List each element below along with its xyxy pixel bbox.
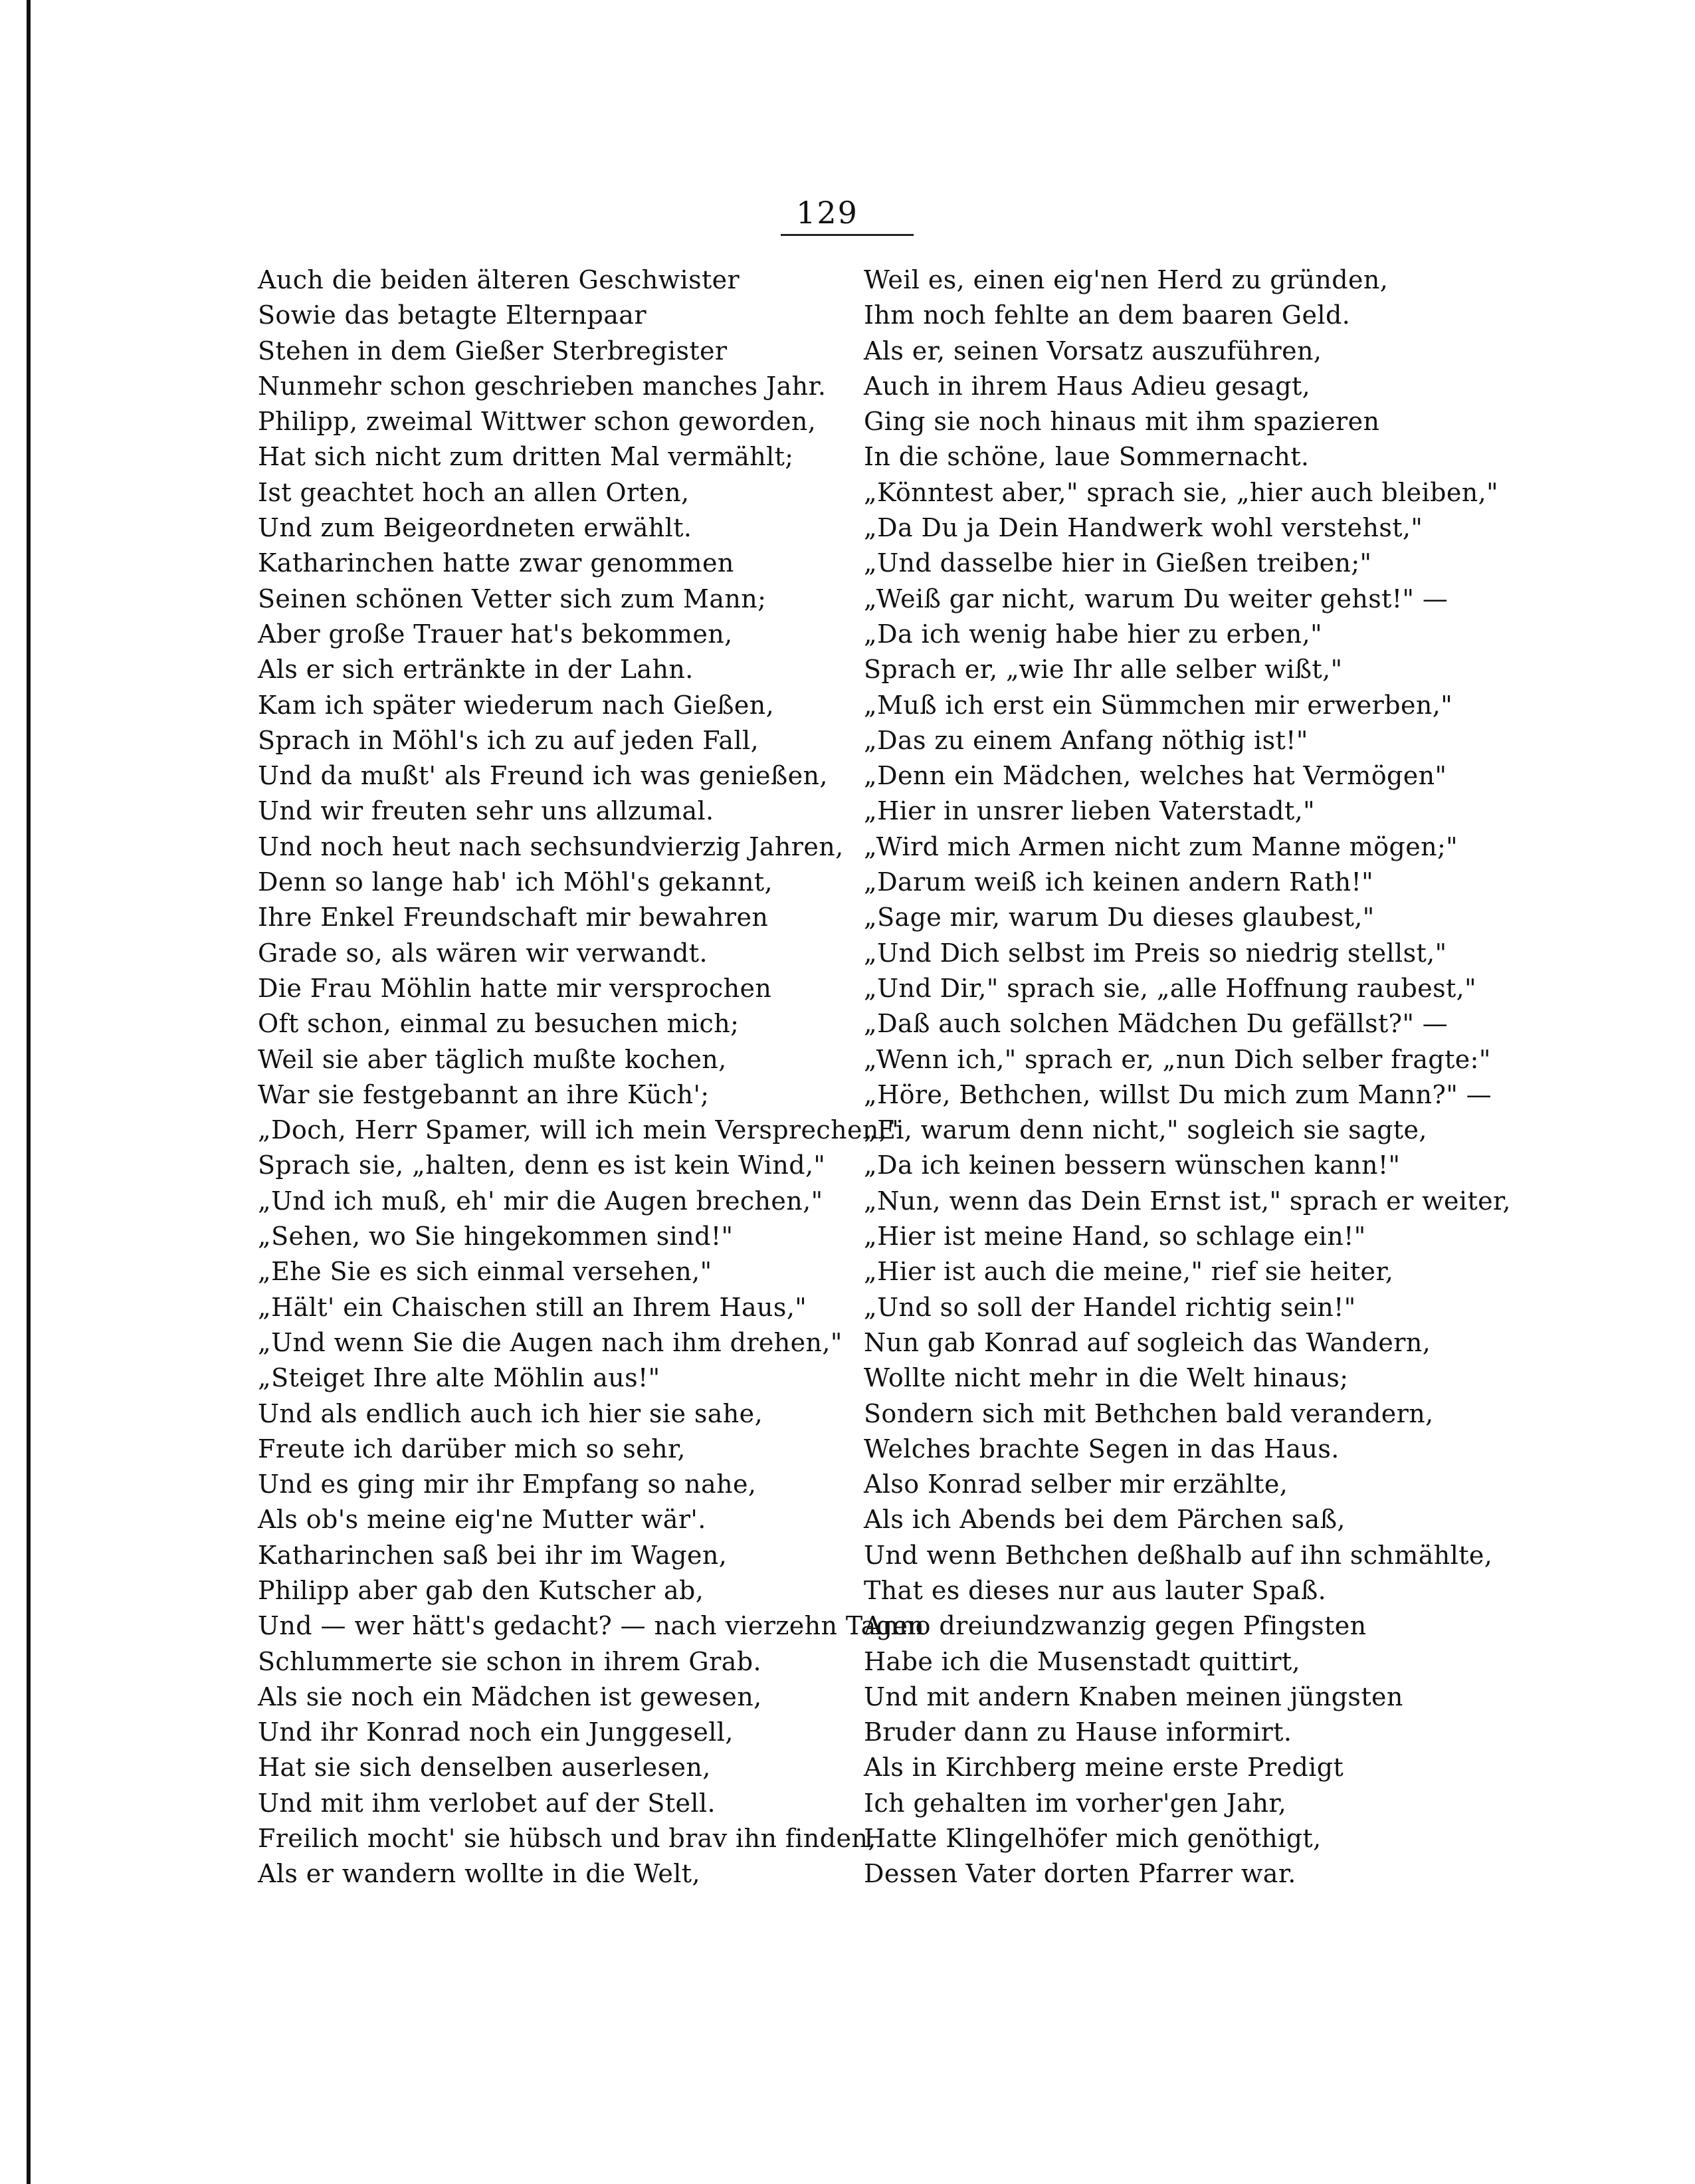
verse-line: That es dieses nur aus lauter Spaß. (864, 1575, 1327, 1605)
verse-line: Schlummerte sie schon in ihrem Grab. (258, 1646, 761, 1676)
verse-line: „Und so soll der Handel richtig sein!" (864, 1292, 1356, 1322)
page-number-rule (781, 234, 914, 236)
verse-line: „Das zu einem Anfang nöthig ist!" (864, 725, 1308, 755)
verse-line: „Hier in unsrer lieben Vaterstadt," (864, 796, 1316, 826)
verse-line: „Da ich wenig habe hier zu erben," (864, 619, 1322, 649)
verse-line: Seinen schönen Vetter sich zum Mann; (258, 584, 767, 613)
verse-line: Katharinchen saß bei ihr im Wagen, (258, 1540, 728, 1570)
verse-line: Weil sie aber täglich mußte kochen, (258, 1044, 727, 1074)
verse-line: Und mit ihm verlobet auf der Stell. (258, 1788, 716, 1818)
verse-line: Dessen Vater dorten Pfarrer war. (864, 1859, 1296, 1889)
verse-line: Als sie noch ein Mädchen ist gewesen, (258, 1682, 762, 1711)
verse-line: Sprach in Möhl's ich zu auf jeden Fall, (258, 725, 759, 755)
verse-line: Als er sich ertränkte in der Lahn. (258, 655, 694, 685)
verse-line: War sie festgebannt an ihre Küch'; (258, 1079, 710, 1109)
verse-line: Als er wandern wollte in die Welt, (258, 1859, 700, 1889)
verse-line: „Steiget Ihre alte Möhlin aus!" (258, 1363, 660, 1393)
verse-line: „Hier ist auch die meine," rief sie heiter, (864, 1257, 1394, 1287)
verse-line: „Doch, Herr Spamer, will ich mein Versprechen," (258, 1115, 900, 1145)
verse-line: Und wir freuten sehr uns allzumal. (258, 796, 714, 826)
verse-line: Und es ging mir ihr Empfang so nahe, (258, 1470, 757, 1499)
verse-line: „Da Du ja Dein Handwerk wohl verstehst," (864, 513, 1423, 543)
verse-line: „Und Dich selbst im Preis so niedrig stellst," (864, 938, 1447, 968)
verse-line: In die schöne, laue Sommernacht. (864, 442, 1310, 472)
verse-line: Freilich mocht' sie hübsch und brav ihn finden, (258, 1824, 876, 1854)
verse-line: Sprach sie, „halten, denn es ist kein Wind," (258, 1150, 826, 1180)
verse-line: Und noch heut nach sechsundvierzig Jahren, (258, 831, 844, 861)
verse-line: Ich gehalten im vorher'gen Jahr, (864, 1788, 1287, 1818)
verse-line: Und mit andern Knaben meinen jüngsten (864, 1682, 1403, 1711)
verse-line: Und ihr Konrad noch ein Junggesell, (258, 1717, 734, 1747)
verse-line: Weil es, einen eig'nen Herd zu gründen, (864, 265, 1389, 294)
verse-line: Und zum Beigeordneten erwählt. (258, 513, 692, 543)
verse-line: Hatte Klingelhöfer mich genöthigt, (864, 1824, 1322, 1854)
verse-line: „Könntest aber," sprach sie, „hier auch bleiben," (864, 477, 1498, 507)
verse-line: Sondern sich mit Bethchen bald verandern, (864, 1398, 1434, 1428)
scan-edge-line (27, 0, 31, 2184)
verse-line: Auch die beiden älteren Geschwister (258, 265, 740, 294)
verse-line: Also Konrad selber mir erzählte, (864, 1470, 1288, 1499)
verse-line: Ging sie noch hinaus mit ihm spazieren (864, 407, 1380, 437)
verse-line: Grade so, als wären wir verwandt. (258, 938, 708, 968)
verse-line: Die Frau Möhlin hatte mir versprochen (258, 973, 772, 1003)
verse-line: Welches brachte Segen in das Haus. (864, 1434, 1340, 1464)
verse-line: Hat sich nicht zum dritten Mal vermählt; (258, 442, 794, 472)
verse-line: Freute ich darüber mich so sehr, (258, 1434, 686, 1464)
verse-line: „Daß auch solchen Mädchen Du gefällst?" — (864, 1009, 1448, 1039)
verse-line: Bruder dann zu Hause informirt. (864, 1717, 1292, 1747)
verse-line: Philipp, zweimal Wittwer schon geworden, (258, 407, 817, 437)
verse-line: „Ehe Sie es sich einmal versehen," (258, 1257, 712, 1287)
verse-line: Denn so lange hab' ich Möhl's gekannt, (258, 867, 773, 897)
verse-line: Nunmehr schon geschrieben manches Jahr. (258, 371, 827, 401)
verse-line: Philipp aber gab den Kutscher ab, (258, 1575, 704, 1605)
verse-line: Sprach er, „wie Ihr alle selber wißt," (864, 655, 1343, 685)
verse-line: „Denn ein Mädchen, welches hat Vermögen" (864, 761, 1447, 791)
verse-line: Ihm noch fehlte an dem baaren Geld. (864, 300, 1351, 330)
verse-line: „Wenn ich," sprach er, „nun Dich selber fragte:" (864, 1044, 1491, 1074)
right-column (864, 263, 1511, 1892)
left-column (258, 263, 925, 1892)
verse-line: „Hier ist meine Hand, so schlage ein!" (864, 1222, 1366, 1252)
verse-line: Stehen in dem Gießer Sterbregister (258, 336, 728, 366)
verse-line: „Da ich keinen bessern wünschen kann!" (864, 1150, 1401, 1180)
verse-line: „Und dasselbe hier in Gießen treiben;" (864, 548, 1372, 578)
verse-line: Ist geachtet hoch an allen Orten, (258, 477, 690, 507)
page-number: 129 (796, 195, 858, 231)
verse-line: Als er, seinen Vorsatz auszuführen, (864, 336, 1322, 366)
verse-line: Kam ich später wiederum nach Gießen, (258, 690, 775, 720)
verse-line: Oft schon, einmal zu besuchen mich; (258, 1009, 740, 1039)
verse-line: Als ob's meine eig'ne Mutter wär'. (258, 1505, 706, 1535)
verse-line: „Ei, warum denn nicht," sogleich sie sagte, (864, 1115, 1427, 1145)
verse-line: Und als endlich auch ich hier sie sahe, (258, 1398, 763, 1428)
verse-line: Ihre Enkel Freundschaft mir bewahren (258, 903, 769, 932)
verse-line: Als ich Abends bei dem Pärchen saß, (864, 1505, 1346, 1535)
verse-line: Als in Kirchberg meine erste Predigt (864, 1753, 1344, 1783)
verse-line: Wollte nicht mehr in die Welt hinaus; (864, 1363, 1349, 1393)
verse-line: „Höre, Bethchen, willst Du mich zum Mann?" — (864, 1079, 1492, 1109)
verse-line: „Muß ich erst ein Sümmchen mir erwerben," (864, 690, 1453, 720)
verse-line: „Und wenn Sie die Augen nach ihm drehen," (258, 1327, 843, 1357)
verse-line: Und — wer hätt's gedacht? — nach vierzehn Tagen (258, 1611, 925, 1641)
verse-line: „Sehen, wo Sie hingekommen sind!" (258, 1222, 734, 1252)
verse-line: Auch in ihrem Haus Adieu gesagt, (864, 371, 1311, 401)
verse-line: „Und ich muß, eh' mir die Augen brechen," (258, 1186, 823, 1216)
verse-line: „Weiß gar nicht, warum Du weiter gehst!" — (864, 584, 1448, 613)
verse-line: Und da mußt' als Freund ich was genießen, (258, 761, 828, 791)
verse-line: Hat sie sich denselben auserlesen, (258, 1753, 711, 1783)
verse-line: Katharinchen hatte zwar genommen (258, 548, 734, 578)
verse-line: Nun gab Konrad auf sogleich das Wandern, (864, 1327, 1431, 1357)
verse-line: „Wird mich Armen nicht zum Manne mögen;" (864, 831, 1458, 861)
verse-line: Habe ich die Musenstadt quittirt, (864, 1646, 1301, 1676)
verse-line: Und wenn Bethchen deßhalb auf ihn schmählte, (864, 1540, 1493, 1570)
verse-line: „Hält' ein Chaischen still an Ihrem Haus," (258, 1292, 807, 1322)
verse-line: „Sage mir, warum Du dieses glaubest," (864, 903, 1375, 932)
verse-line: Aber große Trauer hat's bekommen, (258, 619, 733, 649)
verse-line: Anno dreiundzwanzig gegen Pfingsten (864, 1611, 1367, 1641)
verse-line: „Und Dir," sprach sie, „alle Hoffnung raubest," (864, 973, 1477, 1003)
verse-line: „Nun, wenn das Dein Ernst ist," sprach er weiter, (864, 1186, 1511, 1216)
verse-line: Sowie das betagte Elternpaar (258, 300, 647, 330)
verse-line: „Darum weiß ich keinen andern Rath!" (864, 867, 1374, 897)
